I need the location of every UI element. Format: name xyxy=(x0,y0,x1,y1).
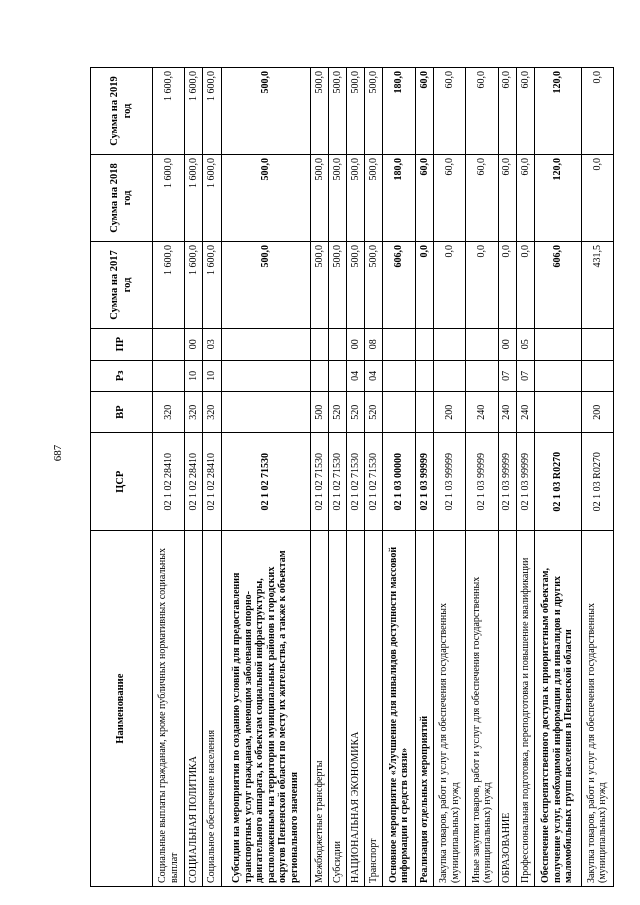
cell-s2017: 500,0 xyxy=(311,241,329,328)
cell-name: СОЦИАЛЬНАЯ ПОЛИТИКА xyxy=(185,531,203,887)
cell-s2018: 60,0 xyxy=(516,155,534,242)
cell-s2019: 500,0 xyxy=(365,68,383,155)
cell-name: Транспорт xyxy=(365,531,383,887)
cell-csr: 02 1 03 99999 xyxy=(466,433,498,531)
cell-rz: 10 xyxy=(185,360,203,392)
cell-pr xyxy=(311,328,329,360)
cell-pr xyxy=(221,328,311,360)
cell-pr: 00 xyxy=(185,328,203,360)
cell-name: Субсидии на мероприятия по созданию условий для предоставления транспортных услуг гражданам, имеющим заболевания опорно-двигательного аппарата, к объектам социальной инфраструктуры, расположенным на территории муниципальных районов и городских округов Пензенской области по месту их жительства, а также к объектам регионального значения xyxy=(221,531,311,887)
cell-vr xyxy=(221,392,311,433)
table-header-row xyxy=(91,68,153,887)
cell-vr: 520 xyxy=(347,392,365,433)
cell-vr: 320 xyxy=(153,392,185,433)
cell-s2018: 60,0 xyxy=(498,155,516,242)
cell-vr: 240 xyxy=(466,392,498,433)
cell-rz xyxy=(383,360,415,392)
cell-csr: 02 1 03 99999 xyxy=(498,433,516,531)
cell-vr: 200 xyxy=(433,392,465,433)
cell-s2018: 120,0 xyxy=(534,155,581,242)
cell-s2017: 500,0 xyxy=(329,241,347,328)
cell-s2019: 500,0 xyxy=(311,68,329,155)
header-sum-2017: Сумма на 2017 год xyxy=(91,241,153,328)
cell-s2019: 180,0 xyxy=(383,68,415,155)
cell-s2019: 120,0 xyxy=(534,68,581,155)
header-sum-2018: Сумма на 2018 год xyxy=(91,155,153,242)
cell-rz xyxy=(153,360,185,392)
header-rz: Рз xyxy=(91,360,153,392)
cell-pr: 00 xyxy=(498,328,516,360)
cell-s2017: 1 600,0 xyxy=(203,241,221,328)
cell-s2018: 0,0 xyxy=(581,155,613,242)
cell-s2017: 1 600,0 xyxy=(153,241,185,328)
cell-vr: 240 xyxy=(498,392,516,433)
cell-s2018: 500,0 xyxy=(311,155,329,242)
cell-name: Социальные выплаты гражданам, кроме публичных нормативных социальных выплат xyxy=(153,531,185,887)
table-row xyxy=(185,68,203,887)
table-row xyxy=(433,68,465,887)
table-row xyxy=(153,68,185,887)
cell-rz xyxy=(415,360,433,392)
cell-csr: 02 1 03 99999 xyxy=(516,433,534,531)
cell-vr: 200 xyxy=(581,392,613,433)
cell-vr: 500 xyxy=(311,392,329,433)
cell-name: Закупка товаров, работ и услуг для обеспечения государственных (муниципальных) нужд xyxy=(581,531,613,887)
cell-rz xyxy=(581,360,613,392)
cell-s2018: 500,0 xyxy=(329,155,347,242)
cell-s2019: 60,0 xyxy=(415,68,433,155)
cell-s2018: 500,0 xyxy=(221,155,311,242)
cell-csr: 02 1 02 71530 xyxy=(329,433,347,531)
cell-s2017: 606,0 xyxy=(383,241,415,328)
cell-rz: 04 xyxy=(365,360,383,392)
cell-s2017: 500,0 xyxy=(221,241,311,328)
cell-rz xyxy=(433,360,465,392)
table-row xyxy=(498,68,516,887)
cell-s2017: 500,0 xyxy=(347,241,365,328)
cell-s2018: 60,0 xyxy=(466,155,498,242)
cell-s2019: 1 600,0 xyxy=(185,68,203,155)
cell-pr xyxy=(534,328,581,360)
table-row xyxy=(329,68,347,887)
cell-vr: 320 xyxy=(185,392,203,433)
table-row xyxy=(311,68,329,887)
cell-rz xyxy=(221,360,311,392)
cell-csr: 02 1 02 28410 xyxy=(203,433,221,531)
cell-s2019: 1 600,0 xyxy=(203,68,221,155)
cell-s2018: 500,0 xyxy=(365,155,383,242)
cell-csr: 02 1 03 R0270 xyxy=(534,433,581,531)
cell-s2017: 0,0 xyxy=(415,241,433,328)
cell-pr xyxy=(329,328,347,360)
cell-pr: 08 xyxy=(365,328,383,360)
table-row xyxy=(415,68,433,887)
cell-csr: 02 1 02 28410 xyxy=(153,433,185,531)
cell-name: Закупка товаров, работ и услуг для обеспечения государственных (муниципальных) нужд xyxy=(433,531,465,887)
cell-rz: 07 xyxy=(516,360,534,392)
cell-s2017: 1 600,0 xyxy=(185,241,203,328)
cell-vr: 320 xyxy=(203,392,221,433)
cell-s2018: 180,0 xyxy=(383,155,415,242)
cell-s2018: 60,0 xyxy=(433,155,465,242)
header-name: Наименование xyxy=(91,531,153,887)
cell-s2018: 1 600,0 xyxy=(203,155,221,242)
cell-s2018: 60,0 xyxy=(415,155,433,242)
cell-pr xyxy=(383,328,415,360)
cell-name: Реализация отдельных мероприятий xyxy=(415,531,433,887)
cell-name: Обеспечение беспрепятственного доступа к приоритетным объектам, получение услуг, необходимой информации для инвалидов и других маломобильных групп населения в Пензенской области xyxy=(534,531,581,887)
cell-s2018: 1 600,0 xyxy=(153,155,185,242)
cell-vr xyxy=(415,392,433,433)
cell-pr: 03 xyxy=(203,328,221,360)
table-row xyxy=(347,68,365,887)
cell-pr xyxy=(153,328,185,360)
cell-name: Межбюджетные трансферты xyxy=(311,531,329,887)
cell-name: НАЦИОНАЛЬНАЯ ЭКОНОМИКА xyxy=(347,531,365,887)
cell-rz: 10 xyxy=(203,360,221,392)
table-row xyxy=(203,68,221,887)
cell-s2017: 500,0 xyxy=(365,241,383,328)
cell-csr: 02 1 03 00000 xyxy=(383,433,415,531)
table-body xyxy=(153,68,614,887)
cell-s2019: 0,0 xyxy=(581,68,613,155)
budget-table xyxy=(90,67,614,887)
cell-s2017: 606,0 xyxy=(534,241,581,328)
table-row xyxy=(534,68,581,887)
cell-name: Социальное обеспечение населения xyxy=(203,531,221,887)
cell-s2019: 500,0 xyxy=(329,68,347,155)
table-row xyxy=(516,68,534,887)
header-csr: ЦСР xyxy=(91,433,153,531)
table-row xyxy=(466,68,498,887)
cell-csr: 02 1 02 71530 xyxy=(347,433,365,531)
cell-csr: 02 1 02 71530 xyxy=(221,433,311,531)
cell-csr: 02 1 03 99999 xyxy=(433,433,465,531)
cell-s2019: 60,0 xyxy=(516,68,534,155)
cell-rz xyxy=(534,360,581,392)
cell-pr xyxy=(466,328,498,360)
cell-s2017: 0,0 xyxy=(466,241,498,328)
cell-s2017: 0,0 xyxy=(433,241,465,328)
header-sum-2019: Сумма на 2019 год xyxy=(91,68,153,155)
cell-s2017: 431,5 xyxy=(581,241,613,328)
cell-vr: 520 xyxy=(329,392,347,433)
cell-s2017: 0,0 xyxy=(516,241,534,328)
cell-name: Иные закупки товаров, работ и услуг для обеспечения государственных (муниципальных) нужд xyxy=(466,531,498,887)
cell-rz xyxy=(466,360,498,392)
cell-pr xyxy=(433,328,465,360)
cell-name: Профессиональная подготовка, переподготовка и повышение квалификации xyxy=(516,531,534,887)
cell-csr: 02 1 03 99999 xyxy=(415,433,433,531)
cell-pr: 00 xyxy=(347,328,365,360)
table-row xyxy=(383,68,415,887)
table-row xyxy=(365,68,383,887)
cell-pr: 05 xyxy=(516,328,534,360)
cell-name: ОБРАЗОВАНИЕ xyxy=(498,531,516,887)
page-number: 687 xyxy=(52,444,64,462)
cell-s2019: 60,0 xyxy=(498,68,516,155)
header-pr: ПР xyxy=(91,328,153,360)
cell-pr xyxy=(415,328,433,360)
cell-csr: 02 1 02 71530 xyxy=(311,433,329,531)
cell-name: Основное мероприятие «Улучшение для инвалидов доступности массовой информации и средств связи» xyxy=(383,531,415,887)
cell-s2018: 500,0 xyxy=(347,155,365,242)
cell-pr xyxy=(581,328,613,360)
cell-s2019: 60,0 xyxy=(433,68,465,155)
cell-s2018: 1 600,0 xyxy=(185,155,203,242)
cell-csr: 02 1 03 R0270 xyxy=(581,433,613,531)
table-row xyxy=(221,68,311,887)
cell-s2017: 0,0 xyxy=(498,241,516,328)
cell-vr xyxy=(534,392,581,433)
cell-vr: 240 xyxy=(516,392,534,433)
cell-s2019: 1 600,0 xyxy=(153,68,185,155)
cell-vr xyxy=(383,392,415,433)
rotated-table-container xyxy=(90,67,614,887)
cell-s2019: 500,0 xyxy=(347,68,365,155)
cell-csr: 02 1 02 71530 xyxy=(365,433,383,531)
table-row xyxy=(581,68,613,887)
cell-rz: 04 xyxy=(347,360,365,392)
cell-csr: 02 1 02 28410 xyxy=(185,433,203,531)
header-vr: ВР xyxy=(91,392,153,433)
cell-rz xyxy=(311,360,329,392)
cell-rz: 07 xyxy=(498,360,516,392)
cell-s2019: 500,0 xyxy=(221,68,311,155)
cell-name: Субсидии xyxy=(329,531,347,887)
cell-s2019: 60,0 xyxy=(466,68,498,155)
cell-rz xyxy=(329,360,347,392)
cell-vr: 520 xyxy=(365,392,383,433)
